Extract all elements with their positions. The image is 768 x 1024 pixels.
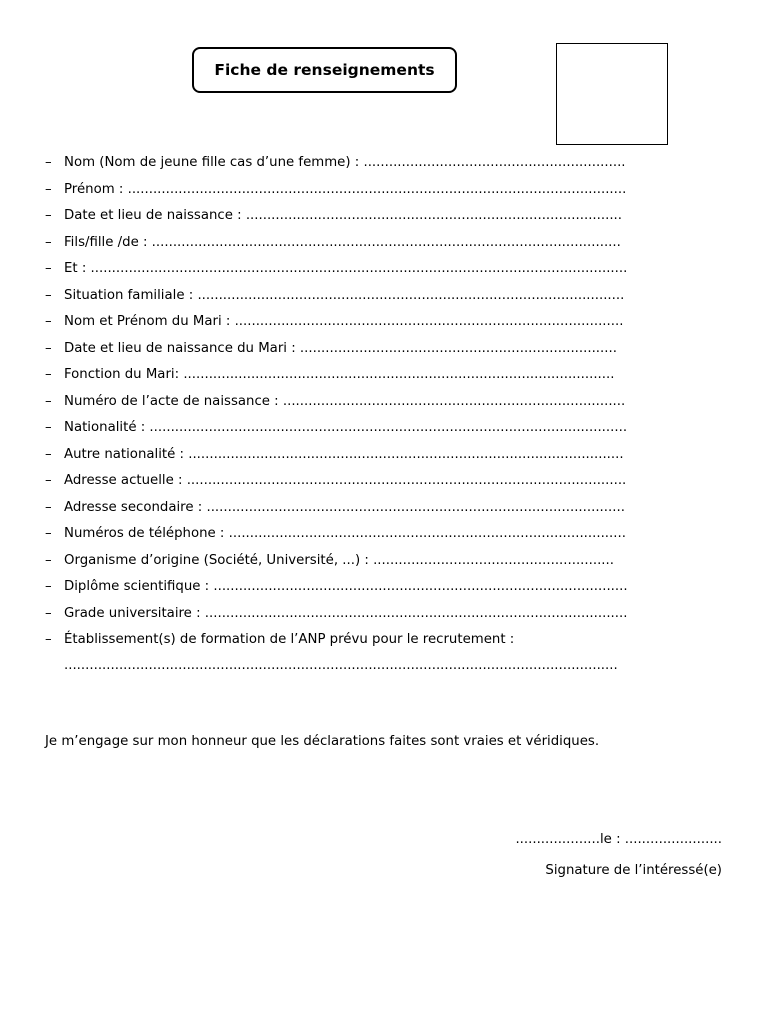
- field-diplome-scientifique[interactable]: [0, 574, 768, 601]
- bullet-dash: –: [45, 155, 52, 170]
- field-label: Organisme d’origine (Société, Université, ...) : .........................................................: [64, 552, 614, 568]
- etablissement-answer-line[interactable]: ...................................................................................................................................: [64, 658, 618, 673]
- field-label: Prénom : ......................................................................................................................: [64, 181, 627, 197]
- field-label: Numéros de téléphone : ..............................................................................................: [64, 526, 626, 541]
- place-date-line[interactable]: ....................le : .......................: [515, 832, 722, 847]
- field-label: Adresse actuelle : ........................................................................................................: [64, 473, 627, 488]
- field-label: Situation familiale : .....................................................................................................: [64, 287, 625, 303]
- field-date-lieu-naissance[interactable]: [0, 203, 768, 230]
- field-grade-universitaire[interactable]: [0, 601, 768, 628]
- bullet-dash: –: [45, 234, 52, 250]
- bullet-dash: –: [45, 393, 52, 409]
- bullet-dash: –: [45, 446, 52, 462]
- field-label: Grade universitaire : ....................................................................................................: [64, 605, 628, 621]
- bullet-dash: –: [45, 340, 52, 356]
- honor-declaration: Je m’engage sur mon honneur que les déclarations faites sont vraies et véridiques.: [45, 734, 600, 749]
- field-label: Fonction du Mari: ......................................................................................................: [64, 367, 615, 382]
- field-label: Établissement(s) de formation de l’ANP prévu pour le recrutement :: [64, 632, 515, 647]
- bullet-dash: –: [45, 526, 52, 541]
- photo-placeholder-box: [556, 43, 668, 145]
- field-adresse-secondaire[interactable]: [0, 495, 768, 522]
- field-nom[interactable]: [0, 150, 768, 177]
- bullet-dash: –: [45, 261, 52, 276]
- field-organisme-origine[interactable]: [0, 548, 768, 575]
- field-numero-acte-naissance[interactable]: [0, 389, 768, 416]
- field-fils-fille-de[interactable]: [0, 230, 768, 257]
- field-label: Date et lieu de naissance du Mari : ...........................................................................: [64, 340, 617, 356]
- field-autre-nationalite[interactable]: [0, 442, 768, 469]
- field-nom-prenom-mari[interactable]: [0, 309, 768, 336]
- field-adresse-actuelle[interactable]: [0, 468, 768, 495]
- field-fonction-mari[interactable]: [0, 362, 768, 389]
- field-etablissement-formation[interactable]: [0, 627, 768, 654]
- bullet-dash: –: [45, 605, 52, 621]
- bullet-dash: –: [45, 552, 52, 568]
- bullet-dash: –: [45, 579, 52, 594]
- bullet-dash: –: [45, 367, 52, 382]
- field-prenom[interactable]: [0, 177, 768, 204]
- field-label: Autre nationalité : .......................................................................................................: [64, 446, 624, 462]
- bullet-dash: –: [45, 632, 52, 647]
- field-label: Fils/fille /de : ...............................................................................................................: [64, 234, 621, 250]
- field-label: Et : ...............................................................................................................................: [64, 261, 628, 276]
- bullet-dash: –: [45, 287, 52, 303]
- field-situation-familiale[interactable]: [0, 283, 768, 310]
- bullet-dash: –: [45, 473, 52, 488]
- field-nationalite[interactable]: [0, 415, 768, 442]
- field-et[interactable]: [0, 256, 768, 283]
- bullet-dash: –: [45, 181, 52, 197]
- field-label: Nom et Prénom du Mari : ............................................................................................: [64, 314, 624, 329]
- field-date-lieu-naissance-mari[interactable]: [0, 336, 768, 363]
- bullet-dash: –: [45, 208, 52, 223]
- field-label: Date et lieu de naissance : .........................................................................................: [64, 208, 623, 223]
- bullet-dash: –: [45, 420, 52, 435]
- field-label: Numéro de l’acte de naissance : .................................................................................: [64, 393, 626, 409]
- field-numeros-telephone[interactable]: [0, 521, 768, 548]
- field-label: Diplôme scientifique : ..................................................................................................: [64, 579, 628, 594]
- field-label: Nom (Nom de jeune fille cas d’une femme) : ..............................................................: [64, 155, 626, 170]
- field-label: Adresse secondaire : ...................................................................................................: [64, 499, 625, 515]
- form-title: Fiche de renseignements: [192, 47, 457, 93]
- bullet-dash: –: [45, 499, 52, 515]
- field-label: Nationalité : .................................................................................................................: [64, 420, 628, 435]
- form-fields-list: [0, 150, 768, 654]
- bullet-dash: –: [45, 314, 52, 329]
- signature-label: Signature de l’intéressé(e): [545, 863, 722, 878]
